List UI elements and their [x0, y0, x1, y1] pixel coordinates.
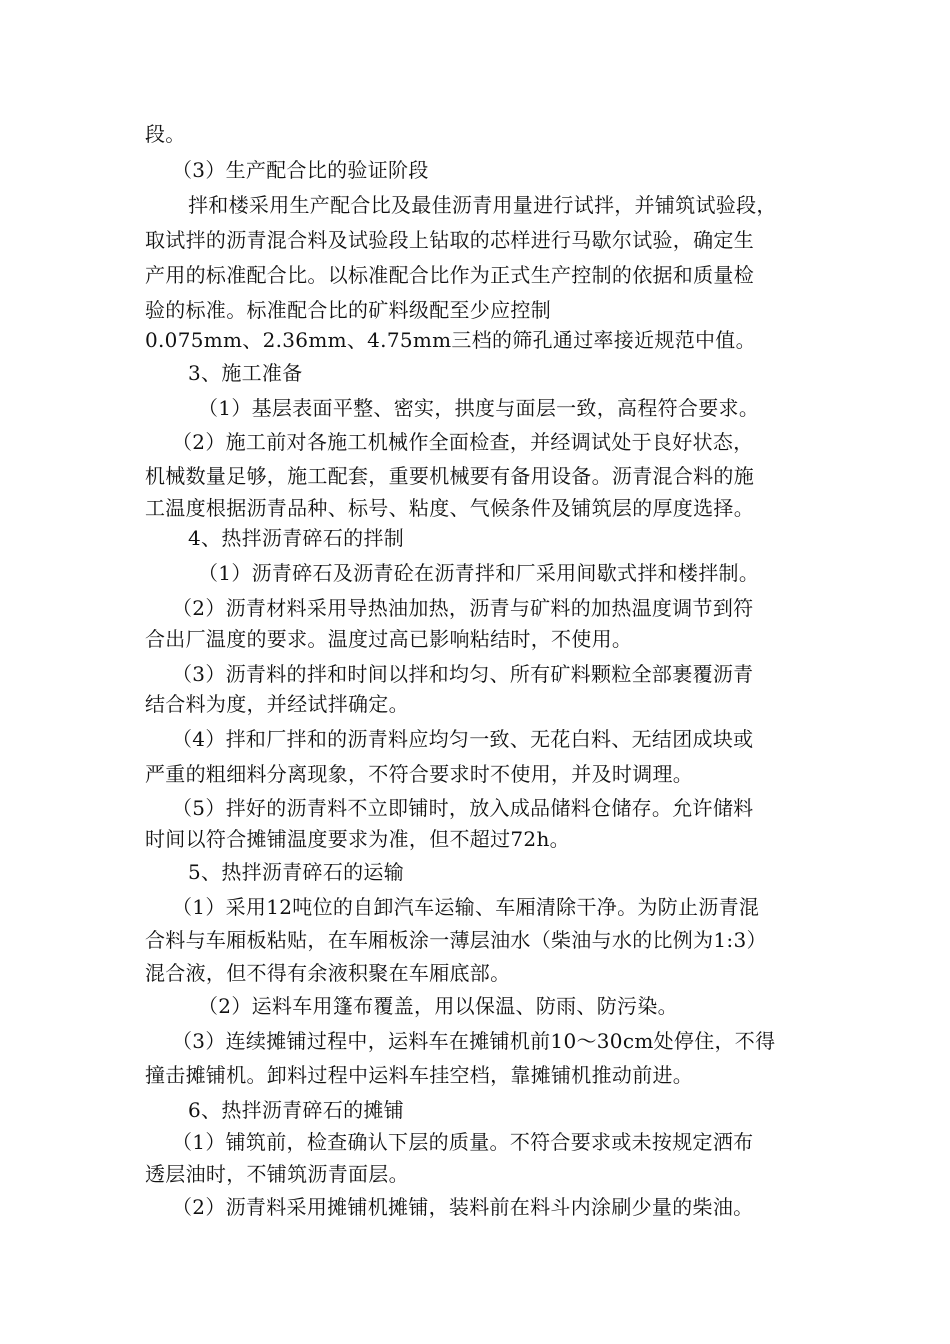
paragraph-line: （2）沥青料采用摊铺机摊铺，装料前在料斗内涂刷少量的柴油。 [172, 1195, 754, 1219]
paragraph-line: （3）沥青料的拌和时间以拌和均匀、所有矿料颗粒全部裹覆沥青 [172, 662, 754, 686]
paragraph-line: （4）拌和厂拌和的沥青料应均匀一致、无花白料、无结团成块或 [172, 727, 754, 751]
section-heading: 6、热拌沥青碎石的摊铺 [188, 1098, 405, 1122]
paragraph-line: 机械数量足够，施工配套，重要机械要有备用设备。沥青混合料的施 [145, 464, 754, 488]
paragraph-line: （1）铺筑前，检查确认下层的质量。不符合要求或未按规定洒布 [172, 1130, 754, 1154]
paragraph-line: 产用的标准配合比。以标准配合比作为正式生产控制的依据和质量检 [145, 263, 754, 287]
paragraph-line: 合料与车厢板粘贴，在车厢板涂一薄层油水（柴油与水的比例为1:3） [145, 928, 767, 952]
paragraph-line: （5）拌好的沥青料不立即铺时，放入成品储料仓储存。允许储料 [172, 796, 754, 820]
section-heading: （3）生产配合比的验证阶段 [172, 158, 429, 182]
paragraph-line: 工温度根据沥青品种、标号、粘度、气候条件及铺筑层的厚度选择。 [145, 496, 754, 520]
paragraph-line: 合出厂温度的要求。温度过高已影响粘结时，不使用。 [145, 627, 633, 651]
paragraph-line: 结合料为度，并经试拌确定。 [145, 692, 409, 716]
paragraph-line: 混合液，但不得有余液积聚在车厢底部。 [145, 961, 511, 985]
paragraph-line: （1）基层表面平整、密实，拱度与面层一致，高程符合要求。 [198, 396, 760, 420]
paragraph-line: （1）沥青碎石及沥青砼在沥青拌和厂采用间歇式拌和楼拌制。 [198, 561, 760, 585]
paragraph-line: 严重的粗细料分离现象，不符合要求时不使用，并及时调理。 [145, 762, 694, 786]
paragraph-line: （1）采用12吨位的自卸汽车运输、车厢清除干净。为防止沥青混 [172, 895, 760, 919]
paragraph-line: （3）连续摊铺过程中，运料车在摊铺机前10～30cm处停住，不得 [172, 1029, 776, 1053]
paragraph-line: 段。 [145, 122, 186, 146]
paragraph-line: 时间以符合摊铺温度要求为准，但不超过72h。 [145, 827, 570, 851]
paragraph-line: 透层油时，不铺筑沥青面层。 [145, 1162, 409, 1186]
paragraph-line: 拌和楼采用生产配合比及最佳沥青用量进行试拌，并铺筑试验段， [188, 193, 777, 217]
section-heading: 3、施工准备 [188, 361, 303, 385]
paragraph-line: 0.075mm、2.36mm、4.75mm三档的筛孔通过率接近规范中值。 [145, 328, 756, 352]
section-heading: 5、热拌沥青碎石的运输 [188, 860, 405, 884]
paragraph-line: （2）沥青材料采用导热油加热，沥青与矿料的加热温度调节到符 [172, 596, 754, 620]
paragraph-line: 撞击摊铺机。卸料过程中运料车挂空档，靠摊铺机推动前进。 [145, 1063, 694, 1087]
paragraph-line: （2）施工前对各施工机械作全面检查，并经调试处于良好状态， [172, 430, 754, 454]
paragraph-line: 验的标准。标准配合比的矿料级配至少应控制 [145, 298, 551, 322]
section-heading: 4、热拌沥青碎石的拌制 [188, 526, 405, 550]
paragraph-line: （2）运料车用篷布覆盖，用以保温、防雨、防污染。 [198, 994, 678, 1018]
paragraph-line: 取试拌的沥青混合料及试验段上钻取的芯样进行马歇尔试验，确定生 [145, 228, 754, 252]
